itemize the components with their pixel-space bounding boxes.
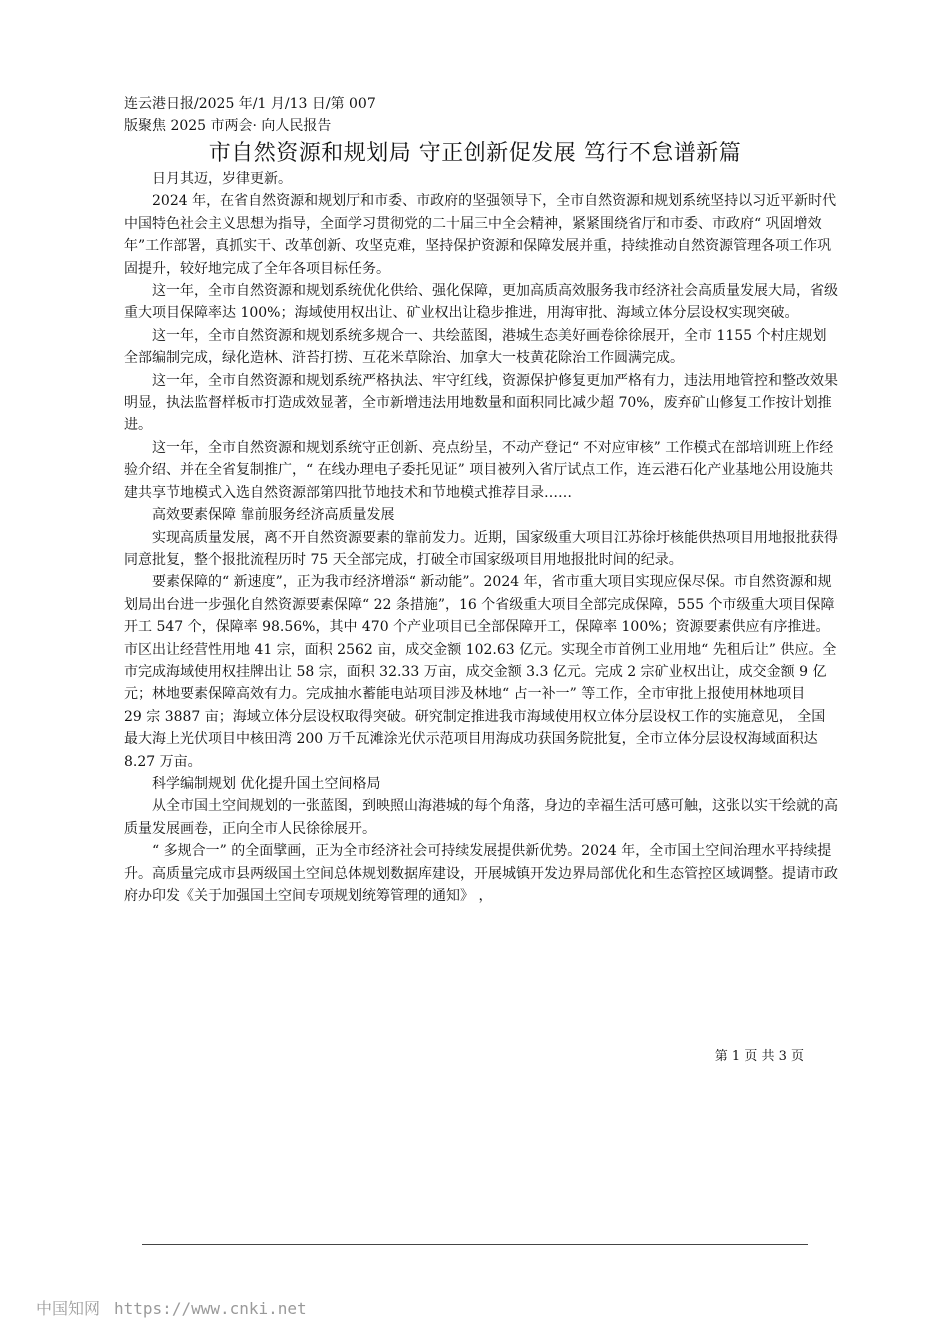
watermark-url[interactable]: https://www.cnki.net (114, 1299, 307, 1318)
paragraph: 2024 年，在省自然资源和规划厅和市委、市政府的坚强领导下，全市自然资源和规划系统坚持以习近平新时代中国特色社会主义思想为指导，全面学习贯彻党的二十届三中全会精神，紧紧围绕省厅和市委、市政府“ 巩固增效年”工作部署，真抓实干、改革创新、攻坚克难，坚持保护资源和保障发展并重，持续推动自然资源管理各项工作巩固提升，较好地完成了全年各项目标任务。 (124, 193, 837, 277)
article-title: 市自然资源和规划局 守正创新促发展 笃行不怠谱新篇 (208, 141, 742, 166)
paragraph: 这一年，全市自然资源和规划系统守正创新、亮点纷呈，不动产登记“ 不对应审核” 工作模式在部培训班上作经验介绍、并在全省复制推广，“ 在线办理电子委托见证” 项目被列入省厅试点工作，连云港石化产业基地公用设施共建共享节地模式入选自然资源部第四批节地技术和节地模式推荐目录…… (124, 439, 834, 501)
section-heading: 科学编制规划 优化提升国土空间格局 (152, 775, 381, 792)
paragraph: 这一年，全市自然资源和规划系统多规合一、共绘蓝图，港城生态美好画卷徐徐展开，全市 1155 个村庄规划全部编制完成，绿化造林、浒苔打捞、互花米草除治、加拿大一枝黄花除治工作圆满完成。 (124, 327, 827, 367)
paragraph: “ 多规合一” 的全面擘画，正为全市经济社会可持续发展提供新优势。2024 年，全市国土空间治理水平持续提升。高质量完成市县两级国土空间总体规划数据库建设，开展城镇开发边界局部优化和生态管控区域调整。提请市政府办印发《关于加强国土空间专项规划统筹管理的通知》 ， (124, 843, 838, 904)
source-line: 连云港日报/2025 年/1 月/13 日/第 007 (124, 96, 376, 112)
page-indicator: 第 1 页 共 3 页 (714, 1049, 804, 1064)
paragraph: 这一年，全市自然资源和规划系统优化供给、强化保障，更加高质高效服务我市经济社会高质量发展大局，省级重大项目保障率达 100%；海域使用权出让、矿业权出让稳步推进，用海审批、海域立体分层设权实现突破。 (124, 283, 838, 322)
paragraph: 从全市国土空间规划的一张蓝图，到映照山海港城的每个角落，身边的幸福生活可感可触，这张以实干绘就的高质量发展画卷，正向全市人民徐徐展开。 (124, 798, 838, 837)
watermark-name: 中国知网 (36, 1299, 101, 1318)
paragraph: 29 宗 3887 亩；海域立体分层设权取得突破。研究制定推进我市海域使用权立体分层设权工作的实施意见， 全国最大海上光伏项目中核田湾 200 万千瓦滩涂光伏示范项目用海成功获国务院批复，全市立体分层设权海域面积达 8.27 万亩。 (124, 708, 826, 770)
paragraph: 日月其迈，岁律更新。 (152, 171, 292, 187)
section-heading: 高效要素保障 靠前服务经济高质量发展 (152, 507, 395, 524)
watermark (36, 1296, 321, 1319)
paragraph: 实现高质量发展，离不开自然资源要素的靠前发力。近期，国家级重大项目江苏徐圩核能供热项目用地报批获得同意批复，整个报批流程历时 75 天全部完成，打破全市国家级项目用地报批时间的纪录。 (124, 529, 838, 568)
article-body (124, 168, 838, 907)
paragraph: 这一年，全市自然资源和规划系统严格执法、牢守红线，资源保护修复更加严格有力，违法用地管控和整改效果明显，执法监督样板市打造成效显著，全市新增违法用地数量和面积同比减少超 70%，废弃矿山修复工作按计划推进。 (124, 372, 838, 434)
section-line: 版聚焦 2025 市两会· 向人民报告 (124, 118, 332, 134)
paragraph: 要素保障的“ 新速度”，正为我市经济增添“ 新动能”。2024 年，省市重大项目实现应保尽保。市自然资源和规划局出台进一步强化自然资源要素保障“ 22 条措施”，16 个省级重大项目全部完成保障，555 个市级重大项目保障开工 547 个，保障率 98.56%，其中 470 个产业项目已全部保障开工，保障率 100%；资源要素供应有序推进。市区出让经营性用地 41 宗，面积 2562 亩，成交金额 102.63 亿元。实现全市首例工业用地“ 先租后让” 供应。全市完成海域使用权挂牌出让 58 宗，面积 32.33 万亩，成交金额 3.3 亿元。完成 2 宗矿业权出让，成交金额 9 亿元；林地要素保障高效有力。完成抽水蓄能电站项目涉及林地“ 占一补一” 等工作，全市审批上报使用林地项目 (124, 574, 837, 703)
footer-divider (142, 1244, 808, 1245)
